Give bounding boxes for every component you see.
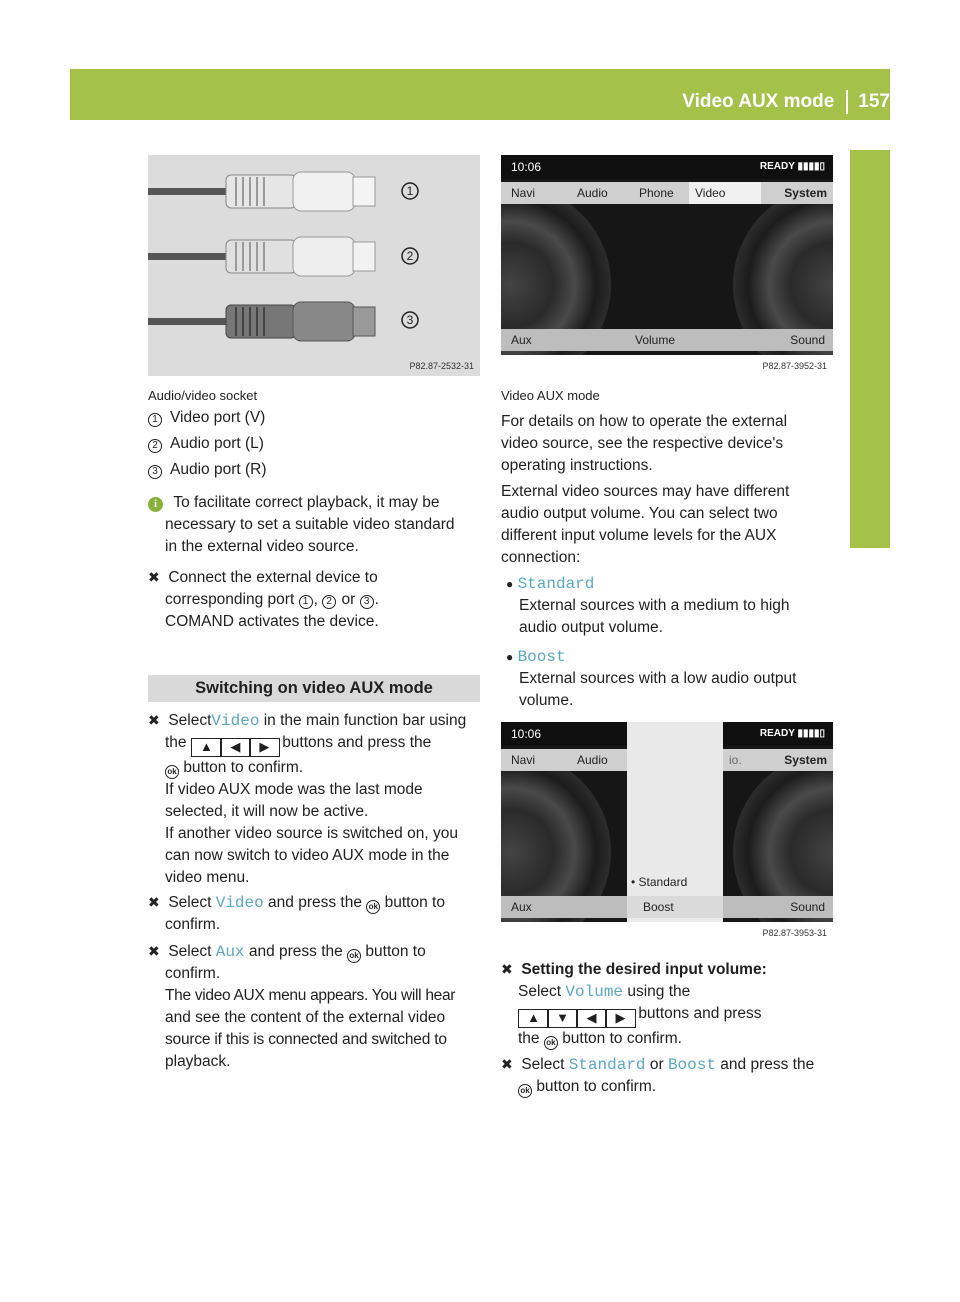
paragraph-volume-levels: External video sources may have different audio output volume. You can select two different input volume levels for the AUX connection: (501, 483, 790, 566)
volume-heading: Setting the desired input volume: (521, 961, 767, 978)
socket-illustration (148, 155, 480, 376)
info-note: i To facilitate correct playback, it may be necessary to set a suitable video standard in the external video source. (148, 492, 488, 558)
key-left: ◀ (220, 738, 251, 757)
code-standard: Standard (517, 575, 595, 593)
socket-3 (148, 302, 375, 341)
key-up: ▲ (518, 1009, 549, 1028)
screen-display (501, 722, 833, 922)
menu-item-standard[interactable]: • Standard (631, 875, 688, 889)
tab-system[interactable]: System (784, 753, 827, 767)
menu-sound[interactable]: Sound (790, 333, 825, 347)
side-tab-label: Video (851, 490, 874, 547)
menu-boost[interactable]: Boost (627, 896, 723, 918)
tab-navi[interactable]: Navi (511, 186, 536, 200)
step-select-aux: ✖ Select Aux and press the ok button to confirm. The video AUX menu appears. You will hear and see the content of the external video source if this is connected and switched to playback. (148, 940, 488, 1073)
tab-video-partial[interactable]: io. (729, 753, 742, 767)
main-function-bar (501, 182, 833, 204)
ready-status: READY ▮▮▮▮▯ (759, 161, 825, 172)
bottom-bar (501, 329, 833, 351)
screen1-caption: Video AUX mode (501, 388, 600, 403)
menu-aux[interactable]: Aux (511, 333, 532, 347)
clock: 10:06 (511, 727, 542, 741)
audio-video-socket-figure (148, 155, 480, 376)
header-title (682, 90, 890, 114)
menu-volume[interactable]: Volume (635, 333, 676, 347)
volume-menu-panel (627, 722, 723, 922)
key-up: ▲ (191, 738, 222, 757)
tab-audio[interactable]: Audio (577, 186, 608, 200)
socket-2 (148, 237, 375, 276)
video-aux-screen (501, 155, 833, 376)
code-video: Video (211, 712, 260, 730)
step-arrow-icon: ✖ (148, 569, 160, 585)
step-select-standard-boost: ✖ Select Standard or Boost and press the ok button to confirm. (501, 1053, 841, 1098)
side-tab (850, 150, 890, 548)
bullet-icon: ● (506, 650, 514, 664)
code-standard: Standard (568, 1056, 646, 1074)
tab-audio[interactable]: Audio (577, 753, 608, 767)
tab-system[interactable]: System (784, 186, 827, 200)
step-arrow-icon: ✖ (501, 1056, 513, 1072)
section-title: Video AUX mode (682, 90, 848, 114)
key-right: ▶ (605, 1009, 636, 1028)
figure-code: P82.87-3953-31 (762, 928, 827, 938)
menu-aux[interactable]: Aux (511, 900, 532, 914)
legend-item-3: 3 Audio port (R) (148, 459, 266, 481)
tab-navi[interactable]: Navi (511, 753, 536, 767)
key-left: ◀ (576, 1009, 607, 1028)
status-bar (501, 155, 833, 179)
code-aux: Aux (215, 943, 245, 961)
step-arrow-icon: ✖ (148, 894, 160, 910)
code-volume: Volume (565, 983, 624, 1001)
page-number: 157 (858, 91, 890, 112)
connect-step: ✖ Connect the external device to corresponding port 1 , 2 or 3 . COMAND activates the device. (148, 566, 488, 633)
info-icon: i (148, 497, 163, 512)
bottom-bar (501, 896, 833, 918)
tab-video[interactable]: Video (689, 182, 761, 204)
key-down: ▼ (547, 1009, 578, 1028)
step-select-video: ✖ SelectVideo in the main function bar using the ▲ ◀ ▶ buttons and press the ok button to confirm. If video AUX mode was the last mode selected, it will now be active. If another video source is switched on, you can now switch to video AUX mode in the video menu. (148, 709, 488, 889)
legend-item-1: 1 Video port (V) (148, 407, 265, 429)
key-right: ▶ (249, 738, 280, 757)
ready-status: READY ▮▮▮▮▯ (759, 728, 825, 739)
menu-sound[interactable]: Sound (790, 900, 825, 914)
step-set-volume: ✖ Setting the desired input volume: Select Volume using the ▲ ▼ ◀ ▶ buttons and press the ok button to confirm. (501, 958, 841, 1050)
tab-phone[interactable]: Phone (639, 186, 674, 200)
clock: 10:06 (511, 160, 542, 174)
figure-code: P82.87-3952-31 (762, 361, 827, 371)
marker-2: 2 (406, 249, 414, 263)
ok-button-icon: ok (347, 949, 361, 963)
paragraph-details: For details on how to operate the external video source, see the respective device's operating instructions. (501, 413, 788, 474)
marker-3: 3 (406, 313, 414, 327)
ok-button-icon: ok (544, 1036, 558, 1050)
ok-button-icon: ok (366, 900, 380, 914)
ok-button-icon: ok (165, 765, 179, 779)
socket-1 (148, 172, 375, 211)
code-boost: Boost (667, 1056, 716, 1074)
figure-caption: Audio/video socket (148, 388, 258, 403)
screen-display (501, 155, 833, 355)
option-standard: ● Standard External sources with a medium to high audio output volume. (506, 575, 790, 636)
code-boost: Boost (517, 648, 566, 666)
step-arrow-icon: ✖ (501, 961, 513, 977)
step-select-video-2: ✖ Select Video and press the ok button to confirm. (148, 891, 488, 936)
marker-1: 1 (406, 184, 414, 198)
ok-button-icon: ok (518, 1084, 532, 1098)
step-arrow-icon: ✖ (148, 943, 160, 959)
legend-item-2: 2 Audio port (L) (148, 433, 264, 455)
volume-menu-screen (501, 722, 833, 943)
code-video: Video (215, 894, 264, 912)
figure-code: P82.87-2532-31 (409, 361, 474, 371)
section-heading: Switching on video AUX mode (148, 675, 480, 702)
step-arrow-icon: ✖ (148, 712, 160, 728)
bullet-icon: ● (506, 577, 514, 591)
option-boost: ● Boost External sources with a low audio output volume. (506, 648, 797, 709)
